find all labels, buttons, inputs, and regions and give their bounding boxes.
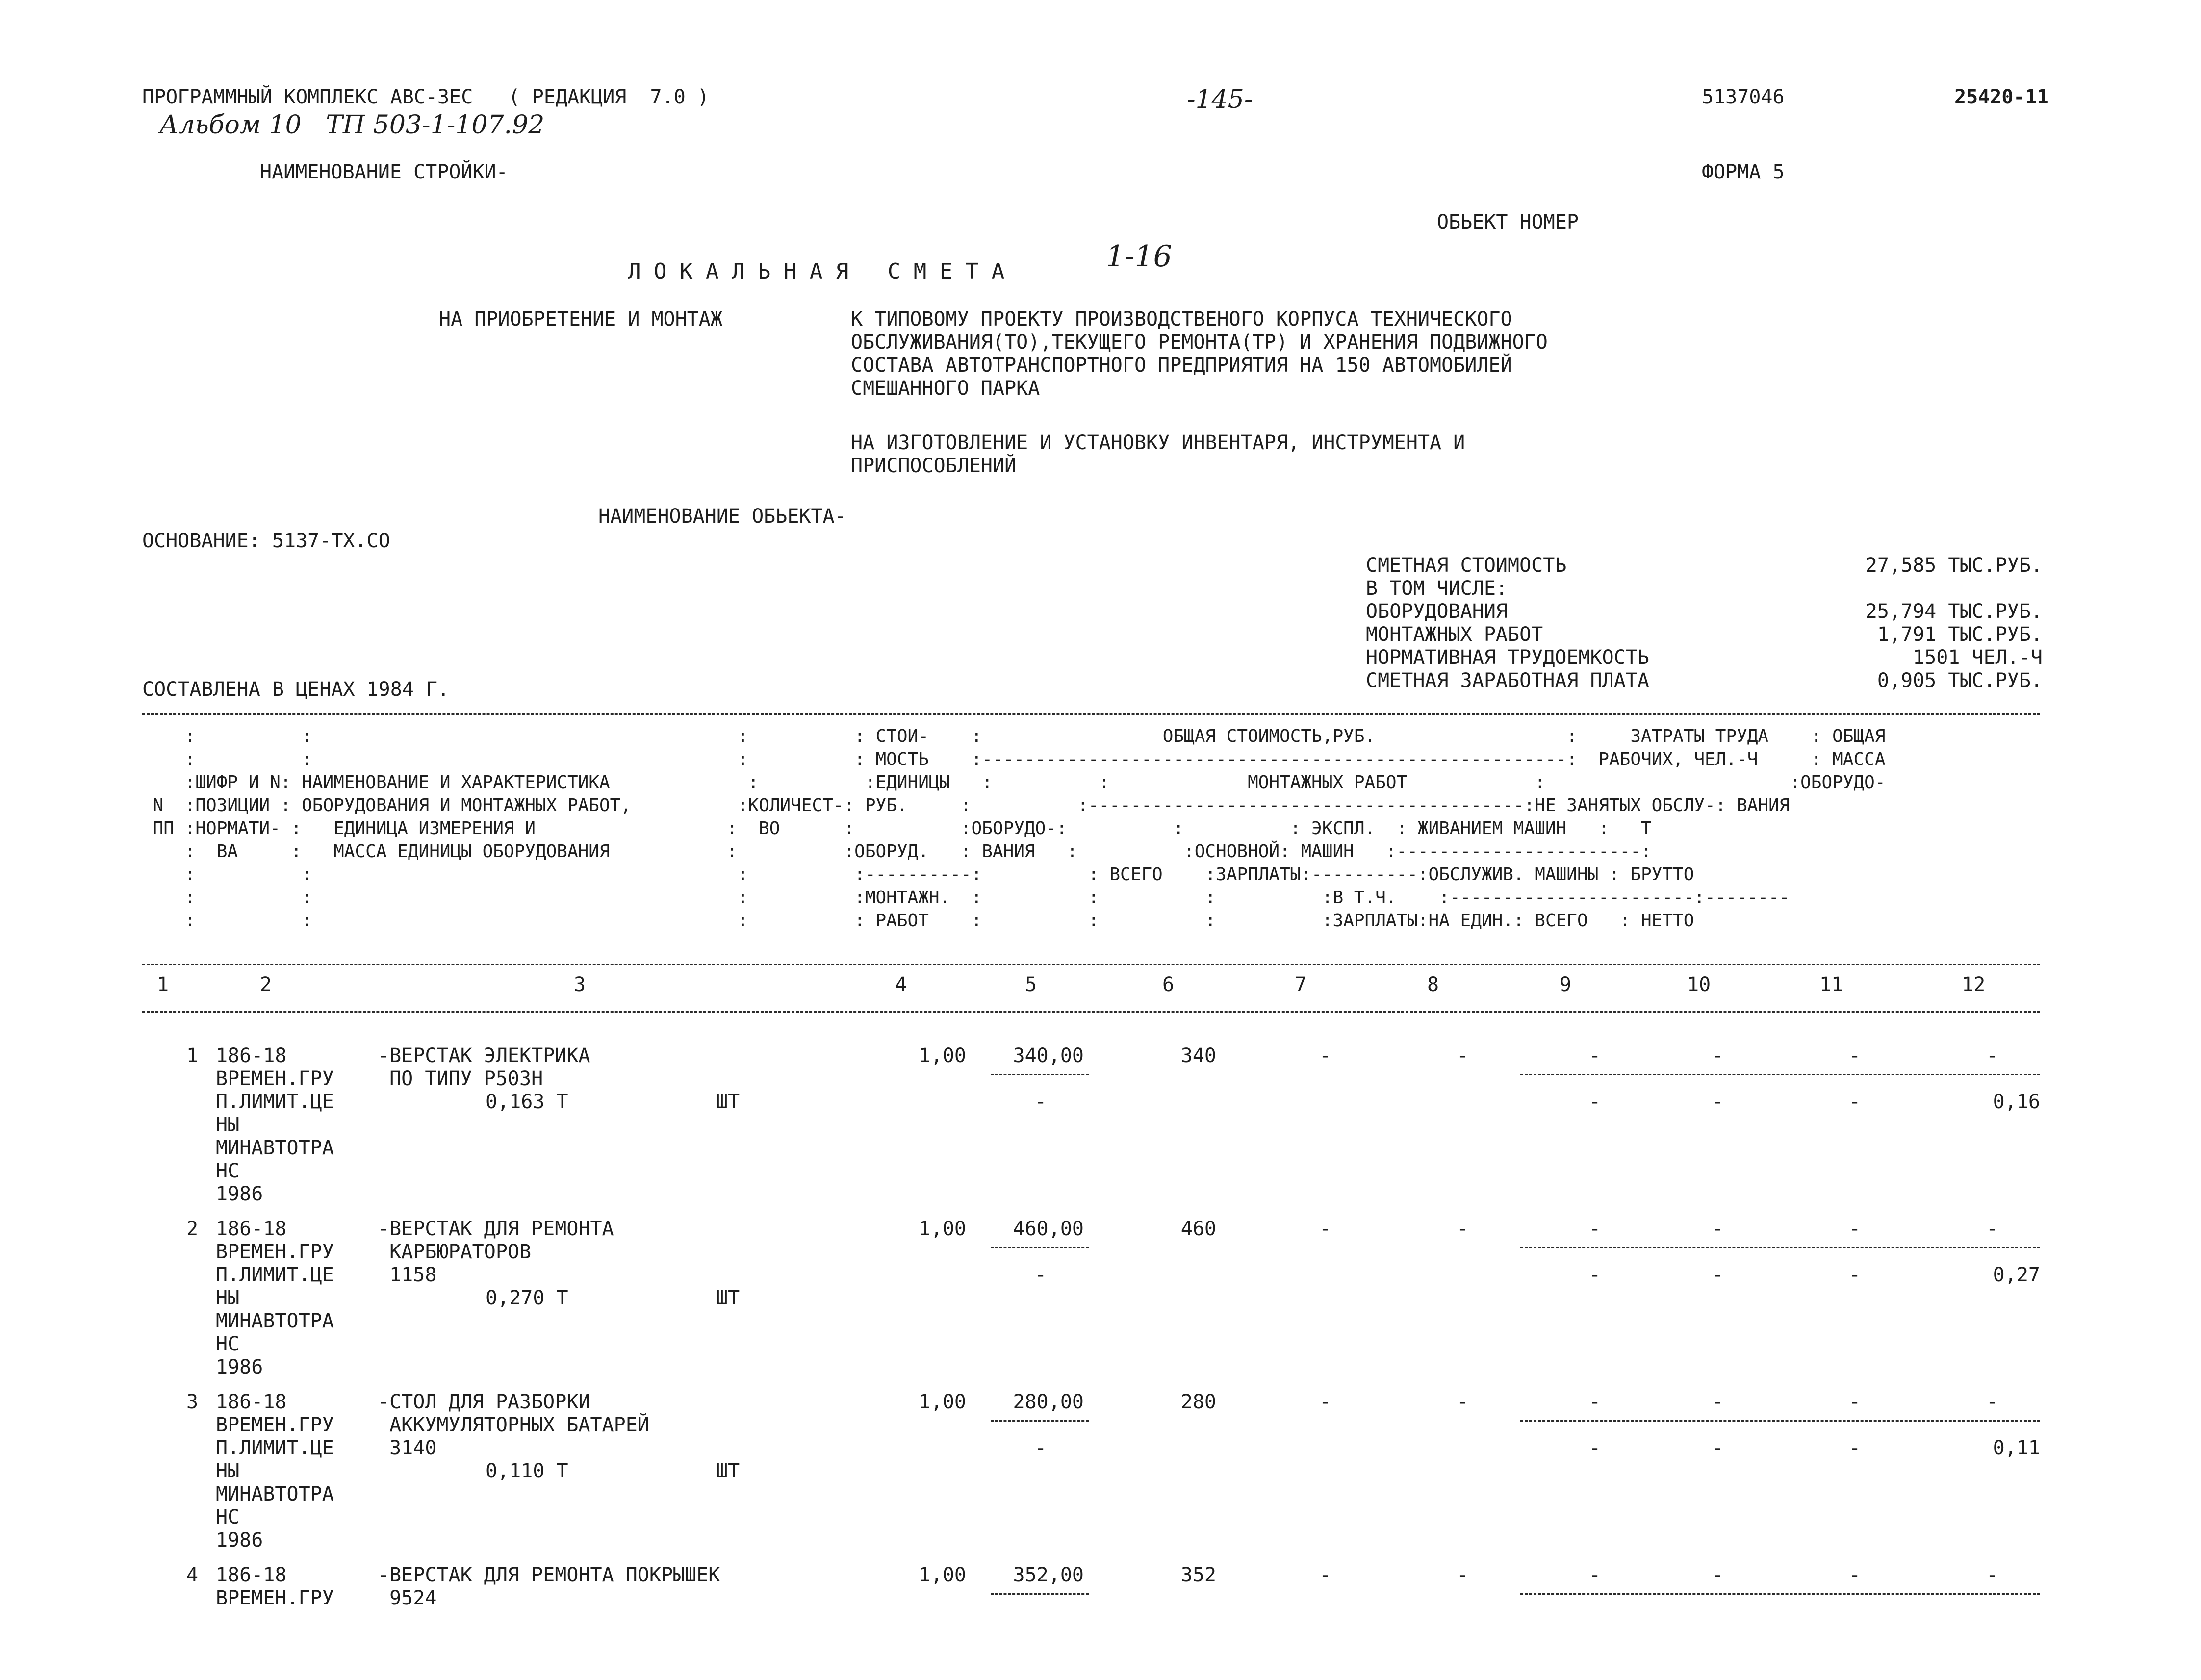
row-mount-price: -	[1035, 1437, 1047, 1459]
row-unit-price: 352,00	[1013, 1564, 1084, 1586]
row-col10-b: -	[1712, 1264, 1724, 1286]
row-number: 1	[186, 1044, 199, 1067]
row-code-line: НЫ	[216, 1287, 240, 1309]
row-mount-price: -	[1035, 1091, 1047, 1113]
row-unit: ШТ	[716, 1460, 740, 1482]
summary-label: СМЕТНАЯ СТОИМОСТЬ	[1366, 554, 1567, 577]
row-code-line: НС	[216, 1333, 240, 1355]
row-col9-b: -	[1589, 1437, 1601, 1459]
row-unit-price: 460,00	[1013, 1218, 1084, 1240]
row-col12: -	[1986, 1564, 1998, 1586]
summary-row	[1366, 554, 2043, 577]
basis: ОСНОВАНИЕ: 5137-ТХ.СО	[142, 530, 390, 552]
column-number: 9	[1560, 973, 1572, 996]
row-number: 3	[186, 1391, 199, 1413]
column-numbers	[142, 973, 2040, 996]
row-col11-b: -	[1849, 1264, 1861, 1286]
row-equipment-cost: 352	[1180, 1564, 1216, 1586]
column-number: 2	[260, 973, 272, 996]
row-name-line: ПО ТИПУ Р503Н	[378, 1068, 543, 1090]
row-name-line: -СТОЛ ДЛЯ РАЗБОРКИ	[378, 1391, 590, 1413]
table-row	[142, 1564, 2040, 1623]
scope-line: ПРИСПОСОБЛЕНИЙ	[851, 455, 1017, 477]
object-number: ОБЬЕКТ НОМЕР	[1437, 211, 1579, 233]
column-number: 7	[1295, 973, 1307, 996]
summary-row	[1366, 669, 2043, 692]
row-mass: 0,270 Т	[486, 1287, 568, 1309]
table-header-line: N :ПОЗИЦИИ : ОБОРУДОВАНИЯ И МОНТАЖНЫХ РАБОТ, :КОЛИЧЕСТ-: РУБ. : :-----------------------------------------:НЕ ЗАНЯТЫХ ОБСЛУ-: ВАНИЯ	[142, 795, 1790, 815]
row-code-line: ВРЕМЕН.ГРУ	[216, 1241, 334, 1263]
row-netto: 0,16	[1993, 1091, 2040, 1113]
summary-label: СМЕТНАЯ ЗАРАБОТНАЯ ПЛАТА	[1366, 669, 1649, 692]
row-col7: -	[1319, 1391, 1331, 1413]
row-col9: -	[1589, 1564, 1601, 1586]
row-col8: -	[1457, 1391, 1469, 1413]
table-header	[142, 725, 1886, 932]
column-number: 10	[1687, 973, 1711, 996]
row-code	[216, 1044, 334, 1206]
summary-value: 1501 ЧЕЛ.-Ч	[1913, 646, 2043, 669]
table-header-line: : : : :----------: : ВСЕГО :ЗАРПЛАТЫ:----------:ОБСЛУЖИВ. МАШИНЫ : БРУТТО	[142, 865, 1694, 885]
form-label: ФОРМА 5	[1702, 161, 1785, 183]
row-code	[216, 1391, 334, 1552]
row-equipment-cost: 340	[1180, 1044, 1216, 1067]
table-row	[142, 1218, 2040, 1389]
row-quantity: 1,00	[919, 1564, 966, 1586]
row-col10-b: -	[1712, 1437, 1724, 1459]
row-netto: 0,11	[1993, 1437, 2040, 1459]
purpose-line: СОСТАВА АВТОТРАНСПОРТНОГО ПРЕДПРИЯТИЯ НА 150 АВТОМОБИЛЕЙ	[851, 354, 1512, 377]
row-name-line: 9524	[378, 1587, 437, 1609]
table-header-line: : : : : СТОИ- : ОБЩАЯ СТОИМОСТЬ,РУБ. : ЗАТРАТЫ ТРУДА : ОБЩАЯ	[142, 726, 1886, 746]
row-quantity: 1,00	[919, 1044, 966, 1067]
row-labor-rule	[1520, 1074, 2040, 1075]
summary-row	[1366, 646, 2043, 669]
table-header-line: : : : : РАБОТ : : : :ЗАРПЛАТЫ:НА ЕДИН.: ВСЕГО : НЕТТО	[142, 911, 1694, 931]
row-mass: 0,163 Т	[486, 1091, 568, 1113]
row-code	[216, 1218, 334, 1379]
table-top-rule	[142, 713, 2040, 715]
row-quantity: 1,00	[919, 1391, 966, 1413]
row-name-line: 1158	[378, 1264, 437, 1286]
row-col8: -	[1457, 1564, 1469, 1586]
page-number: -145-	[1187, 85, 1253, 114]
row-col11: -	[1849, 1391, 1861, 1413]
row-code-line: 186-18	[216, 1044, 287, 1067]
row-col10: -	[1712, 1218, 1724, 1240]
row-code-line: НЫ	[216, 1460, 240, 1482]
row-col9: -	[1589, 1391, 1601, 1413]
row-col9: -	[1589, 1218, 1601, 1240]
row-equipment-cost: 280	[1180, 1391, 1216, 1413]
row-col7: -	[1319, 1044, 1331, 1067]
row-price-rule	[991, 1074, 1089, 1075]
row-col9: -	[1589, 1044, 1601, 1067]
row-col9-b: -	[1589, 1264, 1601, 1286]
row-col10: -	[1712, 1564, 1724, 1586]
row-col11-b: -	[1849, 1437, 1861, 1459]
row-code-line: П.ЛИМИТ.ЦЕ	[216, 1264, 334, 1286]
table-header-line: : : : : МОСТЬ :-------------------------------------------------------: РАБОЧИХ, ЧЕЛ.-Ч : МАССА	[142, 749, 1886, 769]
summary-label: НОРМАТИВНАЯ ТРУДОЕМКОСТЬ	[1366, 646, 1649, 669]
row-name	[378, 1218, 614, 1287]
row-price-rule	[991, 1247, 1089, 1248]
row-name-line: -ВЕРСТАК ДЛЯ РЕМОНТА ПОКРЫШЕК	[378, 1564, 720, 1586]
album-handwritten-note: Альбом 10 ТП 503-1-107.92	[159, 110, 545, 140]
table-header-line: :ШИФР И N: НАИМЕНОВАНИЕ И ХАРАКТЕРИСТИКА : :ЕДИНИЦЫ : : МОНТАЖНЫХ РАБОТ : :ОБОРУДО-	[142, 772, 1886, 792]
row-col10: -	[1712, 1391, 1724, 1413]
column-number: 5	[1025, 973, 1037, 996]
row-equipment-cost: 460	[1180, 1218, 1216, 1240]
purpose-line: К ТИПОВОМУ ПРОЕКТУ ПРОИЗВОДСТВЕНОГО КОРПУСА ТЕХНИЧЕСКОГО	[851, 308, 1512, 331]
row-quantity: 1,00	[919, 1218, 966, 1240]
row-name-line: КАРБЮРАТОРОВ	[378, 1241, 532, 1263]
column-number: 11	[1819, 973, 1843, 996]
purpose-label: НА ПРИОБРЕТЕНИЕ И МОНТАЖ	[439, 308, 722, 331]
row-name	[378, 1044, 590, 1091]
row-code-line: 1986	[216, 1356, 263, 1378]
prices-basis: СОСТАВЛЕНА В ЦЕНАХ 1984 Г.	[142, 678, 450, 701]
row-code-line: ВРЕМЕН.ГРУ	[216, 1587, 334, 1609]
row-name-line: -ВЕРСТАК ДЛЯ РЕМОНТА	[378, 1218, 614, 1240]
row-name-line: 3140	[378, 1437, 437, 1459]
column-numbers-rule	[142, 1011, 2040, 1013]
scope-line: НА ИЗГОТОВЛЕНИЕ И УСТАНОВКУ ИНВЕНТАРЯ, ИНСТРУМЕНТА И	[851, 432, 1465, 454]
summary-value: 25,794 ТЫС.РУБ.	[1865, 600, 2043, 623]
row-col12: -	[1986, 1044, 1998, 1067]
row-mount-price: -	[1035, 1264, 1047, 1286]
estimate-title: Л О К А Л Ь Н А Я С М Е Т А	[628, 259, 1005, 284]
summary-block	[1366, 554, 2043, 692]
document-code: 5137046	[1702, 86, 1785, 108]
column-number: 6	[1162, 973, 1175, 996]
table-row	[142, 1391, 2040, 1562]
row-col11: -	[1849, 1044, 1861, 1067]
table-row	[142, 1044, 2040, 1216]
summary-label: ОБОРУДОВАНИЯ	[1366, 600, 1508, 623]
row-name	[378, 1391, 649, 1460]
summary-row	[1366, 577, 2043, 600]
table-header-line: : ВА : МАССА ЕДИНИЦЫ ОБОРУДОВАНИЯ : :ОБОРУД. : ВАНИЯ : :ОСНОВНОЙ: МАШИН :-----------------------:	[142, 841, 1652, 862]
row-price-rule	[991, 1420, 1089, 1422]
row-code-line: 186-18	[216, 1564, 287, 1586]
summary-value: 0,905 ТЫС.РУБ.	[1877, 669, 2043, 692]
row-code-line: П.ЛИМИТ.ЦЕ	[216, 1437, 334, 1459]
table-header-line: : : : :МОНТАЖН. : : : :В Т.Ч. :-----------------------:--------	[142, 888, 1790, 908]
row-code-line: МИНАВТОТРА	[216, 1483, 334, 1505]
row-code	[216, 1564, 334, 1610]
column-number: 4	[895, 973, 907, 996]
row-unit: ШТ	[716, 1091, 740, 1113]
row-price-rule	[991, 1593, 1089, 1595]
row-netto: 0,27	[1993, 1264, 2040, 1286]
summary-row	[1366, 600, 2043, 623]
row-code-line: НЫ	[216, 1114, 240, 1136]
summary-label: В ТОМ ЧИСЛЕ:	[1366, 577, 1508, 600]
row-col7: -	[1319, 1218, 1331, 1240]
column-number: 12	[1962, 973, 1986, 996]
row-code-line: П.ЛИМИТ.ЦЕ	[216, 1091, 334, 1113]
row-col8: -	[1457, 1218, 1469, 1240]
row-col11: -	[1849, 1218, 1861, 1240]
construction-name: НАИМЕНОВАНИЕ СТРОЙКИ-	[260, 161, 508, 183]
purpose-text	[851, 308, 1548, 400]
row-col10-b: -	[1712, 1091, 1724, 1113]
header-bottom-rule	[142, 964, 2040, 965]
column-number: 3	[574, 973, 586, 996]
table-header-line: ПП :НОРМАТИ- : ЕДИНИЦА ИЗМЕРЕНИЯ И : ВО : :ОБОРУДО-: : : ЭКСПЛ. : ЖИВАНИЕМ МАШИН : Т	[142, 818, 1652, 839]
program-title: ПРОГРАММНЫЙ КОМПЛЕКС АВС-3ЕС ( РЕДАКЦИЯ 7.0 )	[142, 86, 709, 108]
purpose-line: СМЕШАННОГО ПАРКА	[851, 377, 1040, 400]
row-code-line: МИНАВТОТРА	[216, 1310, 334, 1332]
row-code-line: 1986	[216, 1529, 263, 1552]
row-number: 2	[186, 1218, 199, 1240]
summary-row	[1366, 623, 2043, 646]
row-labor-rule	[1520, 1593, 2040, 1595]
row-mass: 0,110 Т	[486, 1460, 568, 1482]
row-col11-b: -	[1849, 1091, 1861, 1113]
purpose-line: ОБСЛУЖИВАНИЯ(ТО),ТЕКУЩЕГО РЕМОНТА(ТР) И ХРАНЕНИЯ ПОДВИЖНОГО	[851, 331, 1548, 354]
summary-value: 1,791 ТЫС.РУБ.	[1877, 623, 2043, 646]
estimate-number: 1-16	[1106, 239, 1172, 274]
column-number: 8	[1427, 973, 1439, 996]
row-code-line: МИНАВТОТРА	[216, 1137, 334, 1159]
corner-code: 25420-11	[1954, 86, 2049, 108]
row-unit-price: 280,00	[1013, 1391, 1084, 1413]
row-name	[378, 1564, 720, 1610]
column-number: 1	[157, 973, 169, 996]
row-code-line: 1986	[216, 1183, 263, 1205]
row-col10: -	[1712, 1044, 1724, 1067]
row-code-line: 186-18	[216, 1218, 287, 1240]
row-labor-rule	[1520, 1247, 2040, 1248]
row-col12: -	[1986, 1218, 1998, 1240]
row-code-line: ВРЕМЕН.ГРУ	[216, 1414, 334, 1436]
row-labor-rule	[1520, 1420, 2040, 1422]
row-code-line: ВРЕМЕН.ГРУ	[216, 1068, 334, 1090]
row-code-line: НС	[216, 1506, 240, 1528]
row-col9-b: -	[1589, 1091, 1601, 1113]
object-name: НАИМЕНОВАНИЕ ОБЬЕКТА-	[598, 505, 846, 528]
row-col8: -	[1457, 1044, 1469, 1067]
row-col11: -	[1849, 1564, 1861, 1586]
row-number: 4	[186, 1564, 199, 1586]
row-code-line: 186-18	[216, 1391, 287, 1413]
row-name-line: -ВЕРСТАК ЭЛЕКТРИКА	[378, 1044, 590, 1067]
row-col12: -	[1986, 1391, 1998, 1413]
row-unit-price: 340,00	[1013, 1044, 1084, 1067]
scope-text	[851, 432, 1465, 478]
row-col7: -	[1319, 1564, 1331, 1586]
row-code-line: НС	[216, 1160, 240, 1182]
summary-value: 27,585 ТЫС.РУБ.	[1865, 554, 2043, 577]
row-unit: ШТ	[716, 1287, 740, 1309]
summary-label: МОНТАЖНЫХ РАБОТ	[1366, 623, 1543, 646]
row-name-line: АККУМУЛЯТОРНЫХ БАТАРЕЙ	[378, 1414, 649, 1436]
